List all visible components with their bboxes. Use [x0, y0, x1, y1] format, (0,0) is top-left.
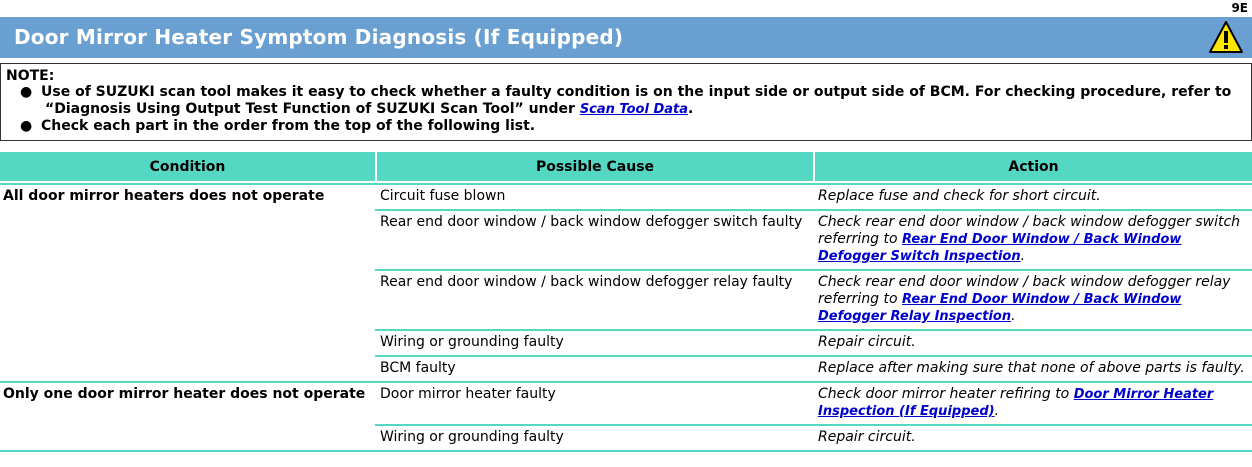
action-text: Check rear end door window / back window defogger switch referring to	[818, 214, 1241, 247]
scan-tool-data-link[interactable]: Scan Tool Data	[579, 102, 689, 117]
header-possible-cause: Possible Cause	[376, 152, 814, 181]
action-text: Replace fuse and check for short circuit.	[818, 188, 1101, 204]
defogger-switch-inspection-link[interactable]: Rear End Door Window / Back Window Defogger Switch Inspection	[818, 232, 1182, 264]
cause-cell: BCM faulty	[376, 356, 814, 382]
action-text: Check door mirror heater refiring to	[818, 386, 1074, 402]
action-text: Check rear end door window / back window defogger relay referring to	[818, 274, 1231, 307]
bullet-icon: ●	[20, 84, 33, 100]
section-code: 9E	[1231, 1, 1248, 15]
action-cell	[814, 425, 1252, 451]
diagnosis-table	[0, 152, 1252, 452]
defogger-relay-inspection-link[interactable]: Rear End Door Window / Back Window Defogger Relay Inspection	[818, 292, 1182, 324]
action-text: Repair circuit.	[818, 334, 916, 350]
page-title: Door Mirror Heater Symptom Diagnosis (If Equipped)	[14, 25, 624, 49]
action-end: .	[1011, 308, 1016, 324]
note-heading: NOTE:	[6, 68, 55, 84]
cause-cell: Door mirror heater faulty	[376, 382, 814, 425]
cause-cell: Rear end door window / back window defogger switch faulty	[376, 210, 814, 270]
action-end: .	[994, 403, 1000, 419]
cause-cell: Circuit fuse blown	[376, 184, 814, 210]
note-box	[0, 63, 1252, 141]
action-cell	[814, 270, 1252, 330]
note-bullet1-end: .	[688, 101, 694, 117]
note-bullet2: Check each part in the order from the top of the following list.	[41, 118, 536, 134]
table-row	[0, 382, 1252, 425]
note-bullet1-text: “Diagnosis Using Output Test Function of SUZUKI Scan Tool” under	[45, 101, 580, 117]
condition-cell: Only one door mirror heater does not operate	[0, 382, 376, 451]
condition-cell: All door mirror heaters does not operate	[0, 184, 376, 382]
note-bullet1-line1: Use of SUZUKI scan tool makes it easy to check whether a faulty condition is on the input side or output side of BCM. For checking procedure, refer to	[41, 84, 1232, 100]
header-action: Action	[814, 152, 1252, 181]
bullet-icon: ●	[20, 118, 33, 134]
action-text: Repair circuit.	[818, 429, 916, 445]
action-cell	[814, 356, 1252, 382]
cause-cell: Wiring or grounding faulty	[376, 330, 814, 356]
action-end: .	[1020, 248, 1026, 264]
table-header-row	[0, 152, 1252, 181]
warning-triangle-icon	[1208, 20, 1244, 54]
action-text: Replace after making sure that none of above parts is faulty.	[818, 360, 1245, 376]
cause-cell: Wiring or grounding faulty	[376, 425, 814, 451]
action-cell	[814, 382, 1252, 425]
table-row	[0, 184, 1252, 210]
door-mirror-heater-inspection-link[interactable]: Door Mirror Heater Inspection (If Equipped)	[818, 387, 1214, 419]
action-cell	[814, 184, 1252, 210]
action-cell	[814, 210, 1252, 270]
title-bar	[0, 17, 1252, 58]
header-condition: Condition	[0, 152, 376, 181]
note-bullet1-line2	[45, 101, 693, 117]
cause-cell: Rear end door window / back window defogger relay faulty	[376, 270, 814, 330]
action-cell	[814, 330, 1252, 356]
